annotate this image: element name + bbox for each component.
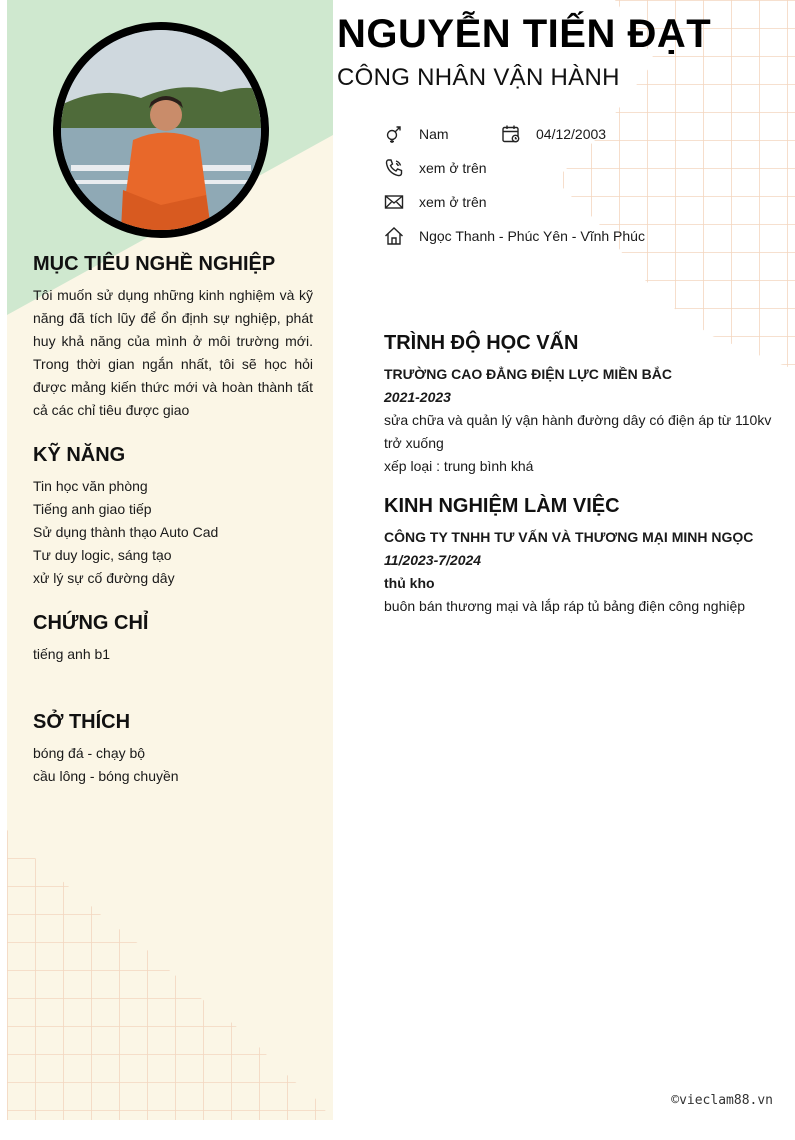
school-name: TRƯỜNG CAO ĐẲNG ĐIỆN LỰC MIỀN BẮC [384, 366, 672, 382]
certificate-item: tiếng anh b1 [33, 646, 111, 662]
education-heading: TRÌNH ĐỘ HỌC VẤN [384, 332, 579, 354]
experience-period: 11/2023-7/2024 [384, 552, 482, 568]
experience-block [384, 526, 774, 618]
hobbies-heading: SỞ THÍCH [33, 711, 131, 733]
dob-value: 04/12/2003 [536, 126, 607, 142]
education-block [384, 363, 774, 478]
watermark: ©vieclam88.vn [671, 1093, 773, 1108]
address-value: Ngọc Thanh - Phúc Yên - Vĩnh Phúc [419, 228, 645, 244]
home-icon [383, 225, 405, 247]
certificates-heading: CHỨNG CHỈ [33, 612, 149, 634]
skill-item: Tiếng anh giao tiếp [33, 501, 152, 517]
hobbies-list [33, 742, 313, 788]
hobby-item: cầu lông - bóng chuyền [33, 768, 179, 784]
candidate-name: NGUYỄN TIẾN ĐẠT [337, 12, 712, 56]
company-name: CÔNG TY TNHH TƯ VẤN VÀ THƯƠNG MẠI MINH NGỌC [384, 529, 754, 545]
skill-item: xử lý sự cố đường dây [33, 570, 175, 586]
certificates-list [33, 643, 313, 666]
skills-list [33, 475, 313, 590]
address-row [383, 225, 645, 247]
experience-description: buôn bán thương mại và lắp ráp tủ bảng điện công nghiệp [384, 598, 746, 614]
gender-row [383, 123, 449, 145]
experience-heading: KINH NGHIỆM LÀM VIỆC [384, 495, 620, 517]
phone-value: xem ở trên [419, 160, 487, 176]
skill-item: Sử dụng thành thạo Auto Cad [33, 524, 219, 540]
skill-item: Tư duy logic, sáng tạo [33, 547, 172, 563]
education-grade: xếp loại : trung bình khá [384, 458, 534, 474]
calendar-icon [500, 123, 522, 145]
mail-icon [383, 191, 405, 213]
skill-item: Tin học văn phòng [33, 478, 148, 494]
phone-row [383, 157, 487, 179]
phone-icon [383, 157, 405, 179]
profile-photo [53, 22, 269, 238]
job-title: CÔNG NHÂN VẬN HÀNH [337, 64, 620, 91]
skills-heading: KỸ NĂNG [33, 444, 126, 466]
dob-row [500, 123, 606, 145]
objective-text: Tôi muốn sử dụng những kinh nghiệm và kỹ năng đã tích lũy để ổn định sự nghiệp, phát huy khả năng của mình ở môi trường mới. Trong thời gian ngắn nhất, tôi sẽ học hỏi được mảng kiến thức mới và hoàn thành tất cả các chỉ tiêu được giao [33, 287, 313, 418]
education-period: 2021-2023 [384, 389, 451, 405]
email-value: xem ở trên [419, 194, 487, 210]
education-major: sửa chữa và quản lý vận hành đường dây có điện áp từ 110kv trở xuống [384, 412, 772, 451]
objective-heading: MỤC TIÊU NGHỀ NGHIỆP [33, 253, 276, 275]
experience-position: thủ kho [384, 575, 435, 591]
gender-icon [383, 123, 405, 145]
email-row [383, 191, 487, 213]
grid-decoration-bottom-left [7, 830, 333, 1120]
hobby-item: bóng đá - chạy bộ [33, 745, 146, 761]
profile-photo-image [61, 30, 261, 230]
gender-value: Nam [419, 126, 449, 142]
